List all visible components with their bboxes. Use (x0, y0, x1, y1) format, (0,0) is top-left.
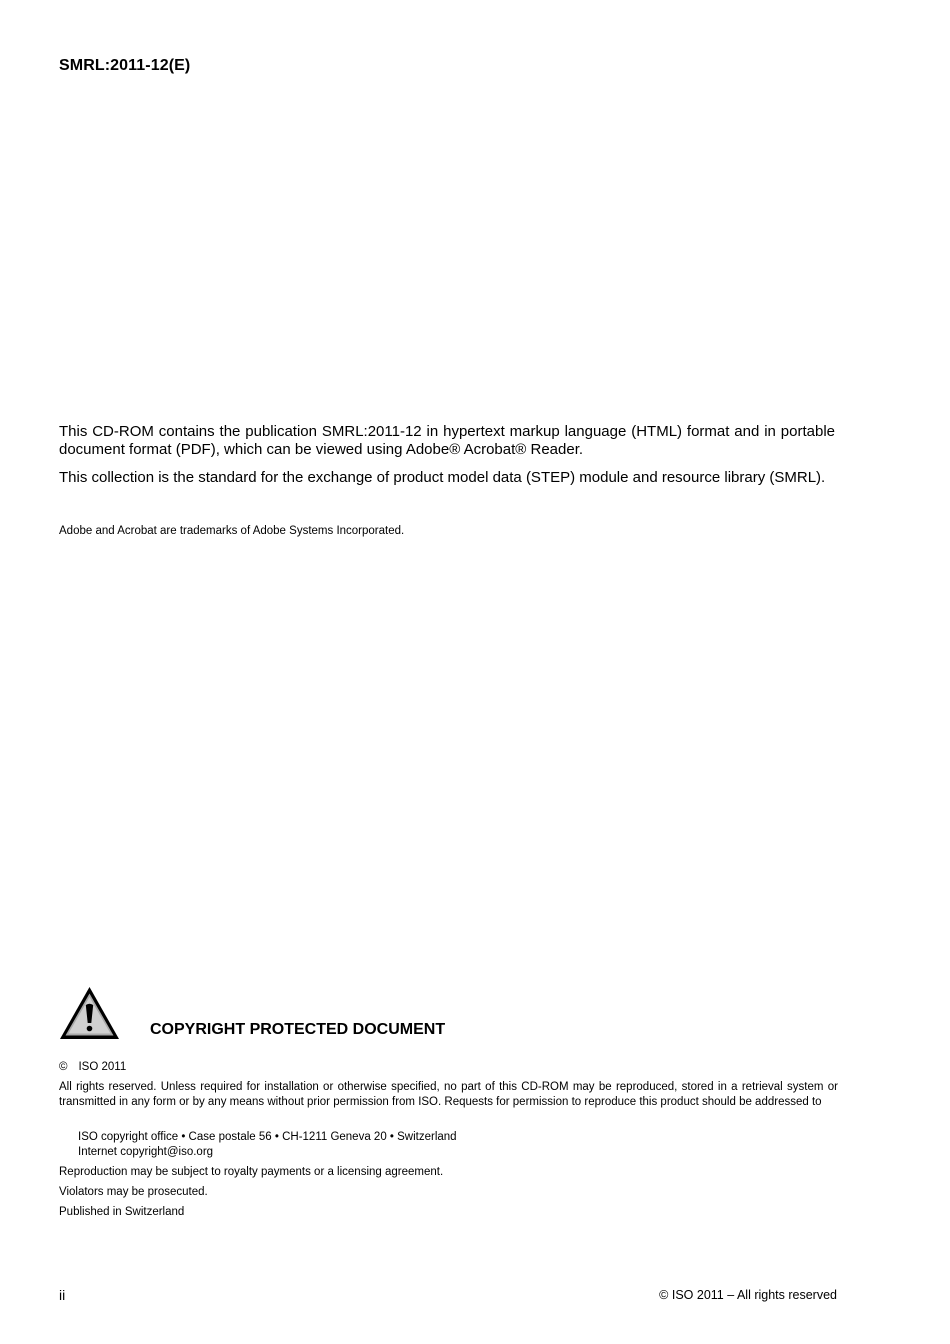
trademark-notice: Adobe and Acrobat are trademarks of Adobe Systems Incorporated. (59, 525, 405, 537)
copyright-address (78, 1130, 457, 1160)
copyright-year-line (59, 1060, 126, 1075)
page-number: ii (59, 1287, 66, 1303)
rights-statement: All rights reserved. Unless required for installation or otherwise specified, no part of this CD-ROM may be reproduced, stored in a retrieval system or transmitted in any form or by any means without prior permission from ISO. Requests for permission to reproduce this product should be addressed to (59, 1081, 838, 1108)
document-id: SMRL:2011-12(E) (59, 57, 191, 74)
published-notice: Published in Switzerland (59, 1206, 185, 1218)
copyright-symbol: © (59, 1061, 68, 1073)
copyright-title: COPYRIGHT PROTECTED DOCUMENT (150, 1021, 446, 1038)
address-line-2: Internet copyright@iso.org (78, 1146, 214, 1158)
intro-paragraph-2: This collection is the standard for the exchange of product model data (STEP) module and resource library (SMRL). (59, 469, 826, 486)
address-line-1: ISO copyright office • Case postale 56 • CH-1211 Geneva 20 • Switzerland (78, 1131, 457, 1143)
copyright-year: ISO 2011 (78, 1061, 127, 1073)
warning-icon (58, 985, 121, 1041)
violators-notice: Violators may be prosecuted. (59, 1186, 208, 1198)
footer-rights-notice: © ISO 2011 – All rights reserved (659, 1288, 837, 1302)
reproduction-notice: Reproduction may be subject to royalty payments or a licensing agreement. (59, 1166, 444, 1178)
intro-paragraph-1: This CD-ROM contains the publication SMRL:2011-12 in hypertext markup language (HTML) format and in portable document format (PDF), which can be viewed using Adobe® Acrobat® Reader. (59, 423, 835, 458)
